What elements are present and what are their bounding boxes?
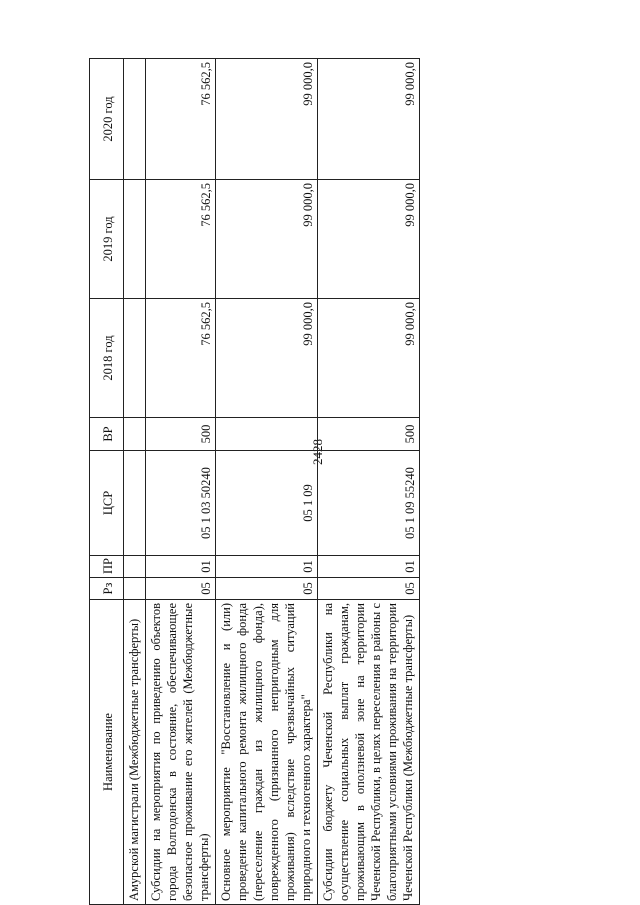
row-rz xyxy=(124,578,146,600)
budget-table xyxy=(89,58,420,905)
row-vr: 500 xyxy=(146,418,216,451)
row-vr xyxy=(216,418,318,451)
row-pr xyxy=(124,556,146,578)
row-2019: 76 562,5 xyxy=(146,180,216,299)
row-pr: 01 xyxy=(318,556,420,578)
table-row xyxy=(124,59,146,905)
row-pr: 01 xyxy=(146,556,216,578)
table-row xyxy=(146,59,216,905)
header-rz: Рз xyxy=(90,578,124,600)
row-name: Субсидии бюджету Чеченской Республики на осуществление социальных выплат гражданам, проживающим в оползневой зоне на территории Чеченской Республики, в целях переселения в районы с благоприятными условиями проживания на территории Чеченской Республики (Межбюджетные трансферты) xyxy=(318,600,420,905)
row-vr xyxy=(124,418,146,451)
header-2020: 2020 год xyxy=(90,59,124,180)
row-2020: 99 000,0 xyxy=(216,59,318,180)
row-name: Субсидии на мероприятия по приведению объектов города Волгодонска в состояние, обеспечивающее безопасное проживание его жителей (Межбюджетные трансферты) xyxy=(146,600,216,905)
row-2018: 76 562,5 xyxy=(146,299,216,418)
row-2018: 99 000,0 xyxy=(216,299,318,418)
header-pr: ПР xyxy=(90,556,124,578)
row-2018: 99 000,0 xyxy=(318,299,420,418)
row-csr xyxy=(124,451,146,556)
header-2019: 2019 год xyxy=(90,180,124,299)
row-rz: 05 xyxy=(146,578,216,600)
page-number: 2428 xyxy=(310,439,325,465)
row-vr: 500 xyxy=(318,418,420,451)
header-2018: 2018 год xyxy=(90,299,124,418)
row-2018 xyxy=(124,299,146,418)
row-rz: 05 xyxy=(318,578,420,600)
header-csr: ЦСР xyxy=(90,451,124,556)
row-2020 xyxy=(124,59,146,180)
row-2020: 76 562,5 xyxy=(146,59,216,180)
row-2020: 99 000,0 xyxy=(318,59,420,180)
row-csr: 05 1 09 xyxy=(216,451,318,556)
row-2019: 99 000,0 xyxy=(216,180,318,299)
row-2019 xyxy=(124,180,146,299)
table-row xyxy=(318,59,420,905)
header-name: Наименование xyxy=(90,600,124,905)
row-pr: 01 xyxy=(216,556,318,578)
header-vr: ВР xyxy=(90,418,124,451)
row-csr: 05 1 03 50240 xyxy=(146,451,216,556)
rotated-budget-sheet xyxy=(89,59,585,905)
header-row xyxy=(90,59,124,905)
table-row xyxy=(216,59,318,905)
row-csr: 05 1 09 55240 xyxy=(318,451,420,556)
row-2019: 99 000,0 xyxy=(318,180,420,299)
row-name: Амурской магистрали (Межбюджетные трансферты) xyxy=(124,600,146,905)
row-name: Основное мероприятие "Восстановление и (или) проведение капитального ремонта жилищного фонда (переселение граждан из жилищного фонда), поврежденного (признанного непригодным для проживания) вследствие чрезвычайных ситуаций природного и техногенного характера" xyxy=(216,600,318,905)
row-rz: 05 xyxy=(216,578,318,600)
